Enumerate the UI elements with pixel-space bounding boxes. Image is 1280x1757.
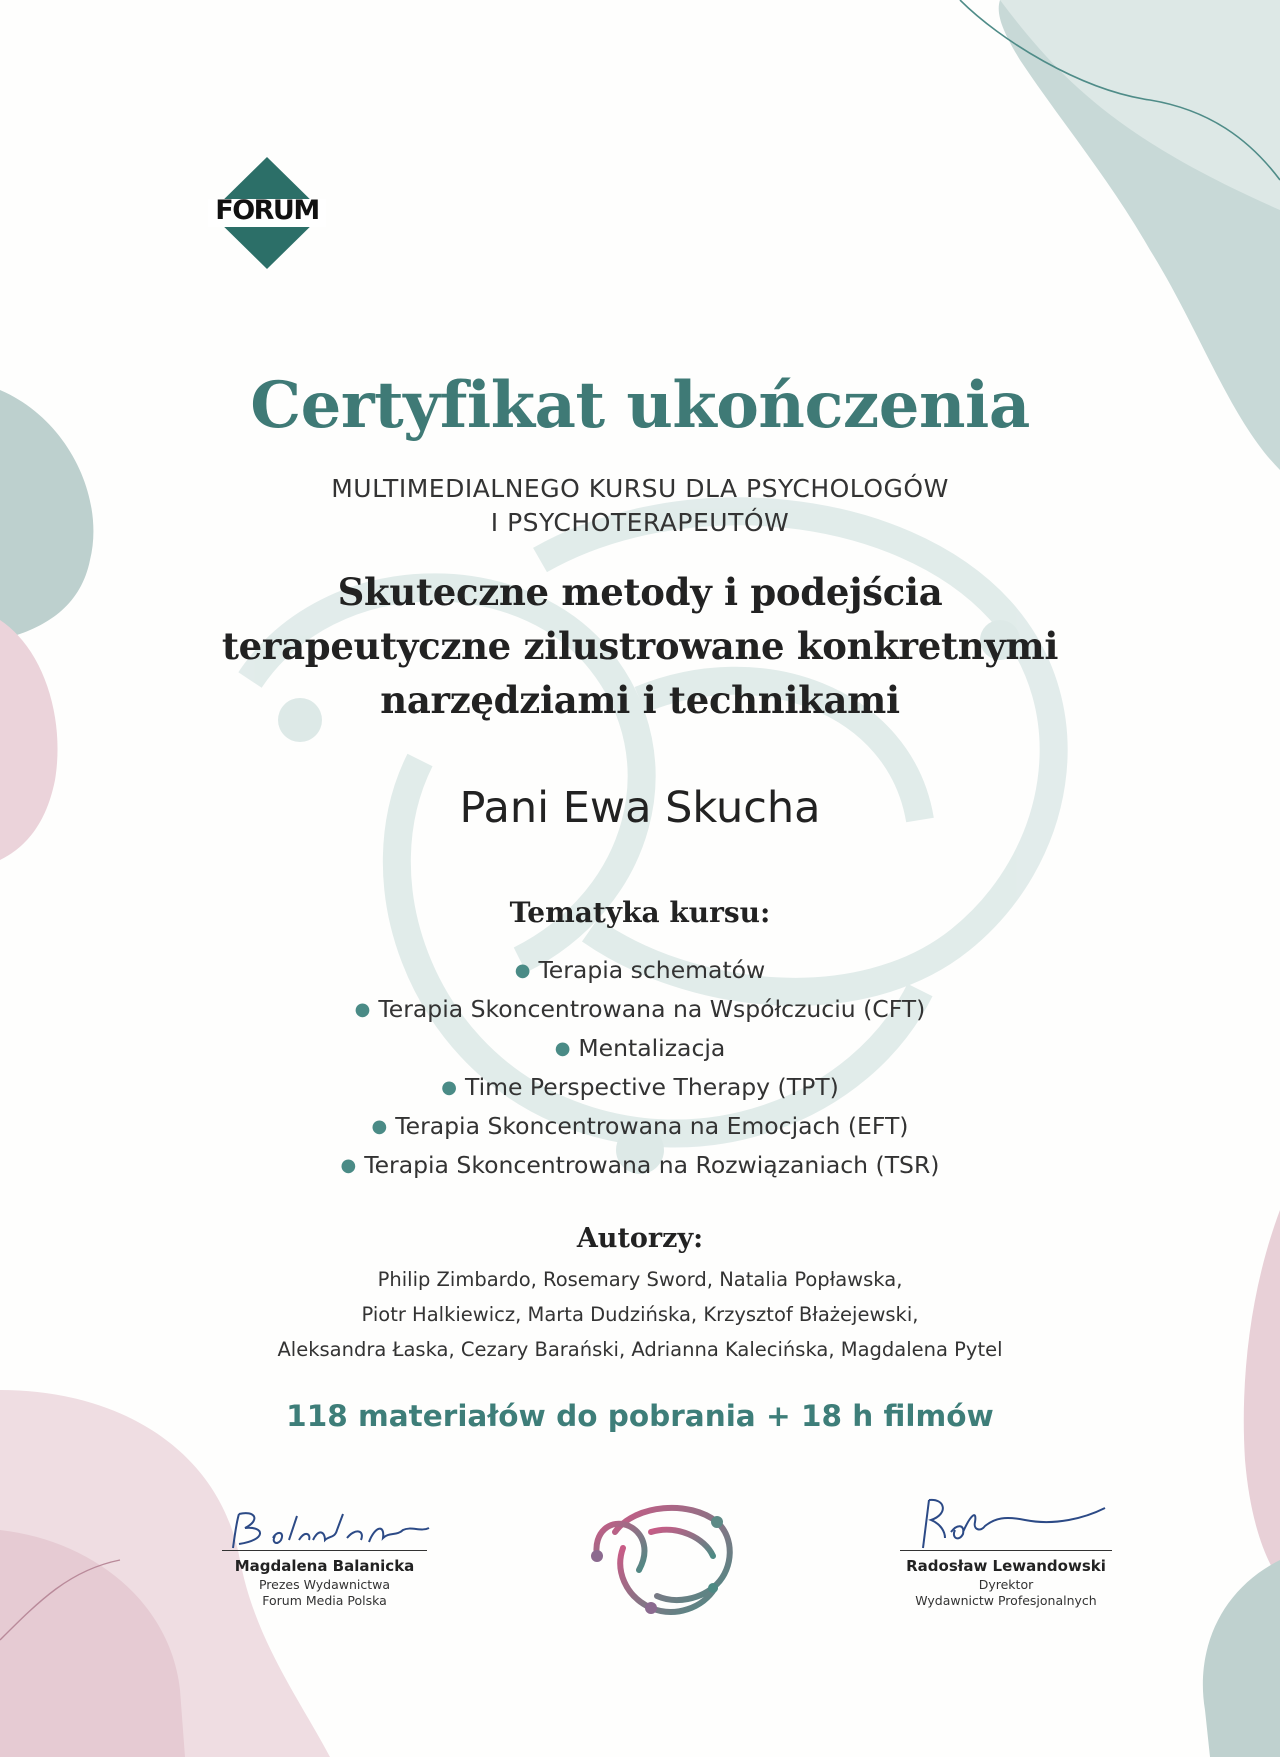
course-type (0, 472, 1280, 540)
signature-line (900, 1550, 1112, 1551)
authors-line: Aleksandra Łaska, Cezary Barański, Adrianna Kalecińska, Magdalena Pytel (277, 1338, 1003, 1361)
materials-summary: 118 materiałów do pobrania + 18 h filmów (286, 1399, 994, 1433)
bullet-icon: ● (441, 1077, 457, 1098)
topic-item: ● Terapia Skoncentrowana na Współczuciu (CFT) (354, 995, 926, 1023)
course-emblem-icon (585, 1492, 745, 1630)
topic-item: ● Time Perspective Therapy (TPT) (441, 1073, 839, 1101)
signatory-role: Wydawnictw Profesjonalnych (915, 1593, 1097, 1608)
authors-line: Philip Zimbardo, Rosemary Sword, Natalia Popławska, (377, 1268, 903, 1291)
signatory-name: Radosław Lewandowski (906, 1557, 1106, 1575)
course-type-line: I PSYCHOTERAPEUTÓW (490, 508, 790, 537)
course-title-line: terapeutyczne zilustrowane konkretnymi (221, 624, 1059, 668)
course-title (0, 565, 1280, 727)
logo-text: FORUM (215, 195, 319, 226)
forum-logo (208, 155, 326, 271)
signatory-role: Prezes Wydawnictwa (258, 1577, 391, 1592)
signatory-role: Dyrektor (978, 1577, 1034, 1592)
topic-item: ● Terapia Skoncentrowana na Emocjach (EFT) (371, 1112, 909, 1140)
bullet-icon: ● (340, 1155, 357, 1176)
topics-list (0, 951, 1280, 1185)
signature-right-scribble (905, 1496, 1115, 1554)
authors-heading: Autorzy: (576, 1223, 704, 1254)
signature-left (222, 1550, 427, 1609)
signatory-role: Forum Media Polska (262, 1593, 387, 1608)
bullet-icon: ● (371, 1116, 388, 1137)
course-title-line: narzędziami i technikami (380, 678, 900, 722)
course-type-line: MULTIMEDIALNEGO KURSU DLA PSYCHOLOGÓW (331, 474, 949, 503)
topic-item: ● Terapia schematów (514, 956, 766, 984)
course-title-line: Skuteczne metody i podejścia (337, 570, 943, 614)
recipient-name: Pani Ewa Skucha (459, 783, 821, 833)
signature-right (900, 1550, 1112, 1609)
certificate-title: Certyfikat ukończenia (250, 368, 1030, 443)
bullet-icon: ● (354, 999, 371, 1020)
signature-line (222, 1550, 427, 1551)
authors-line: Piotr Halkiewicz, Marta Dudzińska, Krzysztof Błażejewski, (361, 1303, 919, 1326)
topics-heading: Tematyka kursu: (509, 896, 771, 929)
bullet-icon: ● (514, 960, 531, 981)
authors-list (0, 1262, 1280, 1367)
topic-item: ● Terapia Skoncentrowana na Rozwiązaniach (TSR) (340, 1151, 940, 1179)
bullet-icon: ● (554, 1038, 571, 1059)
signatory-name: Magdalena Balanicka (234, 1557, 415, 1575)
topic-item: ● Mentalizacja (554, 1034, 726, 1062)
signature-left-scribble (225, 1508, 435, 1556)
